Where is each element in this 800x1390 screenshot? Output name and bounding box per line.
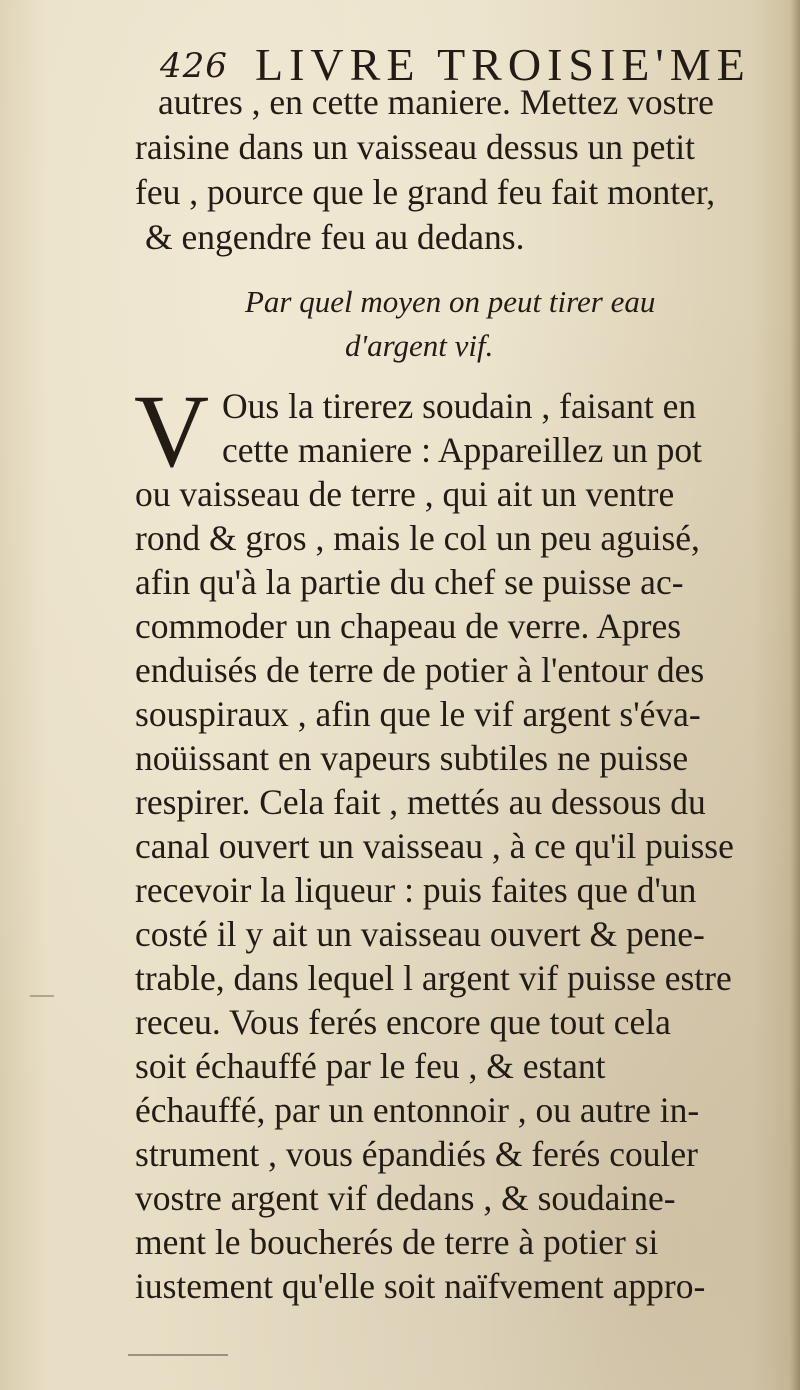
text-line: costé il y ait un vaisseau ouvert & pene- (135, 914, 705, 954)
drop-cap: V (134, 374, 210, 489)
text-line: noüissant en vapeurs subtiles ne puisse (135, 738, 689, 778)
text-line: rond & gros , mais le col un peu aguisé, (135, 518, 700, 558)
text-line: autres , en cette maniere. Mettez vostre (158, 82, 714, 122)
text-line: receu. Vous ferés encore que tout cela (135, 1002, 671, 1042)
text-line: trable, dans lequel l argent vif puisse estre (135, 958, 732, 998)
margin-mark (30, 995, 54, 997)
footer-rule (128, 1354, 228, 1356)
section-heading-line: Par quel moyen on peut tirer eau (245, 284, 656, 319)
text-line: échauffé, par un entonnoir , ou autre in- (135, 1090, 700, 1130)
text-line: raisine dans un vaisseau dessus un petit (135, 127, 696, 167)
text-line: souspiraux , afin que le vif argent s'éva- (135, 694, 701, 734)
text-line: feu , pource que le grand feu fait monter, (135, 172, 716, 212)
text-line: recevoir la liqueur : puis faites que d'un (135, 870, 697, 910)
text-line: vostre argent vif dedans , & soudaine- (135, 1178, 676, 1218)
section-heading-line: d'argent vif. (345, 328, 494, 363)
text-line: canal ouvert un vaisseau , à ce qu'il puisse (135, 826, 734, 866)
text-line: soit échauffé par le feu , & estant (135, 1046, 606, 1086)
page-edge-shadow (790, 0, 800, 1390)
text-line: cette maniere : Appareillez un pot (222, 430, 703, 470)
text-line: commoder un chapeau de verre. Apres (135, 606, 682, 646)
text-line: Ous la tirerez soudain , faisant en (222, 386, 697, 426)
page-number: 426 (160, 46, 228, 86)
running-head: LIVRE TROISIE'ME (255, 39, 751, 90)
text-line: enduisés de terre de potier à l'entour des (135, 650, 705, 690)
text-line: respirer. Cela fait , mettés au dessous du (135, 782, 706, 822)
text-line: ment le boucherés de terre à potier si (135, 1222, 659, 1262)
text-line: iustement qu'elle soit naïfvement appro- (135, 1266, 706, 1306)
text-line: strument , vous épandiés & ferés couler (135, 1134, 698, 1174)
text-line: ou vaisseau de terre , qui ait un ventre (135, 474, 675, 514)
text-line: & engendre feu au dedans. (145, 217, 525, 257)
text-line: afin qu'à la partie du chef se puisse ac- (135, 562, 684, 602)
